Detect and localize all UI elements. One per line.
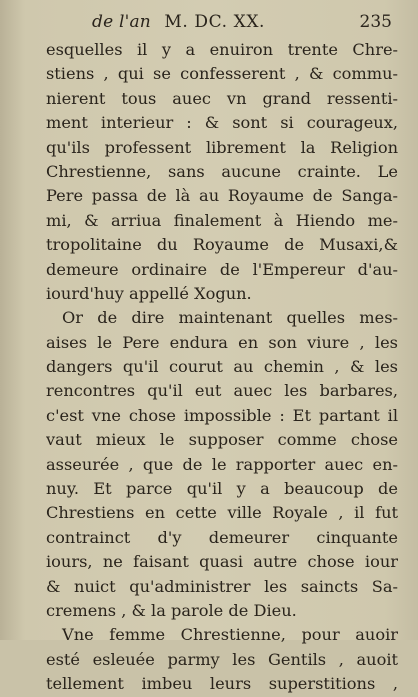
text-line: Vne femme Chrestienne, pour auoir (62, 625, 398, 645)
text-line: tropolitaine du Royaume de Musaxi,& (46, 235, 398, 255)
running-head (92, 6, 392, 38)
text-line: esquelles il y a enuiron trente Chre- (46, 40, 398, 59)
text-line: nuy. Et parce qu'il y a beaucoup de (46, 479, 398, 499)
text-line: iours, ne faisant quasi autre chose iour (46, 552, 398, 572)
text-line: Pere passa de là au Royaume de Sanga- (46, 186, 398, 206)
text-line: vaut mieux le supposer comme chose (46, 430, 398, 450)
text-line: aises le Pere endura en son viure , les (46, 332, 398, 352)
text-line: c'est vne chose impossible : Et partant il (46, 405, 398, 425)
text-line: rencontres qu'il eut auec les barbares, (46, 381, 398, 401)
body-text (46, 38, 398, 697)
text-line: ment interieur : & sont si courageux, (46, 113, 398, 133)
text-line: Chrestienne, sans aucune crainte. Le (46, 161, 398, 181)
text-line: Or de dire maintenant quelles mes- (62, 308, 398, 328)
text-line: tellement imbeu leurs superstitions , (46, 674, 398, 694)
text-line: nierent tous auec vn grand ressenti- (46, 88, 398, 108)
text-line: qu'ils professent librement la Religion (46, 137, 398, 157)
text-line: Chrestiens en cette ville Royale , il fut (46, 503, 398, 523)
running-head-title: de l'an (92, 12, 151, 32)
text-line: stiens , qui se confesserent , & commu- (46, 64, 398, 84)
running-head-year: M. DC. XX. (164, 12, 266, 32)
text-line: cremens , & la parole de Dieu. (46, 600, 297, 620)
text-line: & nuict qu'administrer les saincts Sa- (46, 576, 398, 596)
text-line: contrainct d'y demeurer cinquante (46, 527, 398, 547)
text-line: demeure ordinaire de l'Empereur d'au- (46, 259, 398, 279)
text-line: mi, & arriua finalement à Hiendo me- (46, 210, 398, 230)
text-line: iourd'huy appellé Xogun. (46, 283, 252, 303)
text-line: asseurée , que de le rapporter auec en- (46, 454, 398, 474)
text-line: esté esleuée parmy les Gentils , auoit (46, 649, 398, 669)
text-line: dangers qu'il courut au chemin , & les (46, 357, 398, 377)
page-number: 235 (359, 12, 392, 32)
